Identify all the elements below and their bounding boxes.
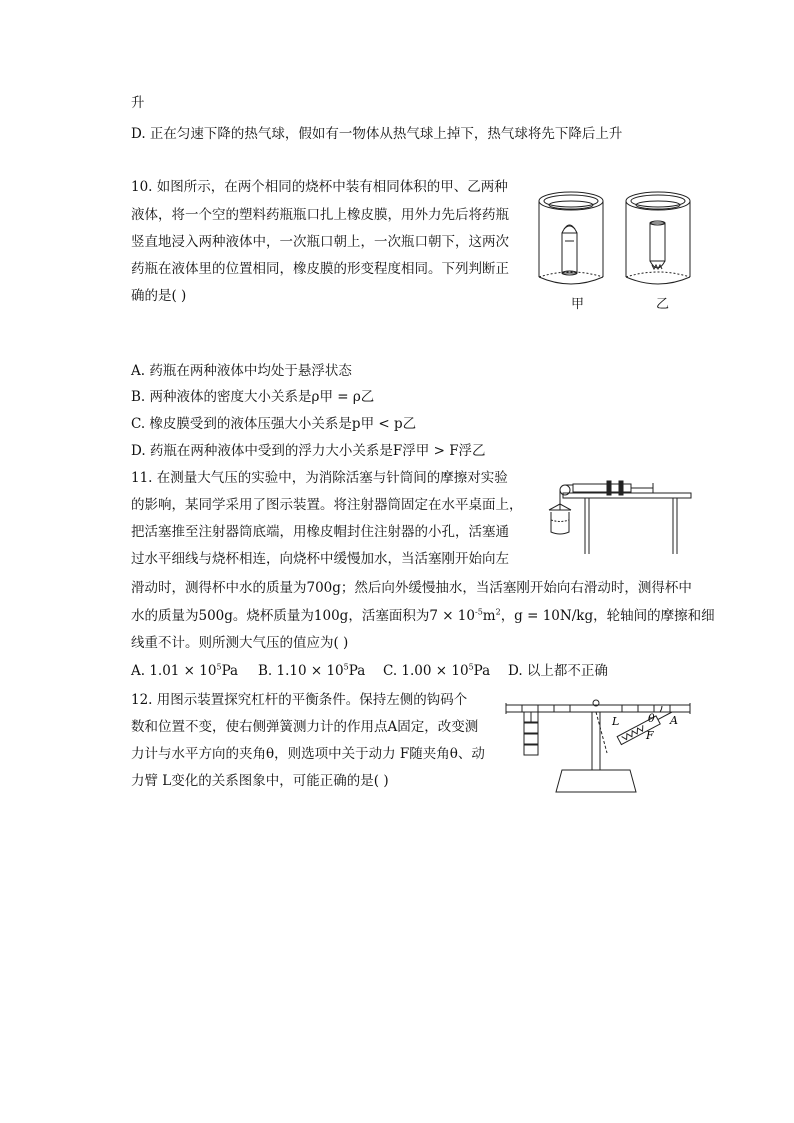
q10-option-b	[131, 387, 374, 407]
lever-label-l: L	[612, 715, 620, 728]
q10-option-a: A. 药瓶在两种液体中均处于悬浮状态	[131, 363, 352, 379]
q10-line-2: 液体，将一个空的塑料药瓶瓶口扎上橡皮膜，用外力先后将药瓶	[131, 207, 509, 223]
lever-diagram	[502, 695, 694, 795]
q11-option-c-unit: Pa	[473, 663, 491, 679]
q11-option-b	[258, 661, 365, 681]
lever-label-theta: θ	[648, 712, 655, 725]
q10-option-c-text: C. 橡皮膜受到的液体压强大小关系是p甲	[131, 416, 375, 432]
prev-option-d: D. 正在匀速下降的热气球，假如有一物体从热气球上掉下，热气球将先下降后上升	[131, 126, 623, 142]
syringe-figure	[545, 476, 695, 558]
q10-option-c-rel: < p乙	[374, 416, 417, 432]
q11-option-b-text: B. 1.10 × 10	[258, 663, 344, 679]
q11-option-b-exp: 5	[343, 662, 349, 672]
q11-line-2: 的影响，某同学采用了图示装置。将注射器筒固定在水平桌面上，	[131, 497, 523, 513]
beakers-diagram	[535, 183, 695, 313]
q10-option-b-text: B. 两种液体的密度大小关系是ρ甲	[131, 389, 333, 405]
q11-line-6-a: 水的质量为500g。烧杯质量为100g，活塞面积为7 × 10	[131, 608, 475, 624]
q11-line-7: 线重不计。则所测大气压的值应为( )	[131, 635, 349, 651]
q11-line-6-b: ，g = 10N/kg，轮轴间的摩擦和细	[500, 608, 715, 624]
q11-line-6	[131, 606, 715, 626]
q12-line-1: 12. 用图示装置探究杠杆的平衡条件。保持左侧的钩码个	[131, 692, 468, 708]
prev-question-tail: 升	[131, 95, 145, 111]
q11-line-1: 11. 在测量大气压的实验中，为消除活塞与针筒间的摩擦对实验	[131, 470, 508, 486]
q10-line-3: 竖直地浸入两种液体中，一次瓶口朝上，一次瓶口朝下，这两次	[131, 234, 509, 250]
syringe-diagram	[545, 476, 695, 558]
q10-option-c	[131, 414, 416, 434]
beakers-figure	[535, 183, 695, 313]
q11-option-c	[383, 661, 490, 681]
q10-option-d-rel: > F浮乙	[429, 443, 486, 459]
lever-label-f: F	[646, 729, 654, 742]
q10-line-5: 确的是( )	[131, 288, 187, 304]
q11-exp-2: 2	[495, 607, 501, 617]
beaker-label-yi: 乙	[656, 297, 670, 312]
q11-unit-m: m	[482, 608, 496, 624]
q12-line-2: 数和位置不变，使右侧弹簧测力计的作用点A固定，改变测	[131, 719, 479, 735]
lever-figure	[502, 695, 694, 795]
q10-option-b-rel: = ρ乙	[332, 389, 375, 405]
beaker-label-jia: 甲	[571, 297, 585, 312]
q11-option-c-exp: 5	[468, 662, 474, 672]
q11-line-5: 滑动时，测得杯中水的质量为700g；然后向外缓慢抽水，当活塞刚开始向右滑动时，测得杯中	[131, 580, 692, 596]
q10-option-d	[131, 441, 486, 461]
q12-line-3: 力计与水平方向的夹角θ，则选项中关于动力 F随夹角θ、动	[131, 746, 485, 762]
q11-option-d: D. 以上都不正确	[508, 663, 608, 679]
q11-option-b-unit: Pa	[348, 663, 366, 679]
q11-option-a-unit: Pa	[221, 663, 239, 679]
lever-label-a: A	[670, 714, 678, 727]
q11-option-a	[131, 661, 238, 681]
q11-option-c-text: C. 1.00 × 10	[383, 663, 469, 679]
q10-line-1: 10. 如图所示，在两个相同的烧杯中装有相同体积的甲、乙两种	[131, 179, 508, 195]
q11-line-3: 把活塞推至注射器筒底端，用橡皮帽封住注射器的小孔，活塞通	[131, 524, 509, 540]
q12-line-4: 力臂 L变化的关系图象中，可能正确的是( )	[131, 773, 389, 789]
q10-option-d-text: D. 药瓶在两种液体中受到的浮力大小关系是F浮甲	[131, 443, 430, 459]
q11-option-a-exp: 5	[216, 662, 222, 672]
q11-option-a-text: A. 1.01 × 10	[131, 663, 217, 679]
q10-line-4: 药瓶在液体里的位置相同，橡皮膜的形变程度相同。下列判断正	[131, 261, 509, 277]
q11-line-4: 过水平细线与烧杯相连，向烧杯中缓慢加水，当活塞刚开始向左	[131, 551, 509, 567]
q11-exp: -5	[474, 607, 483, 617]
